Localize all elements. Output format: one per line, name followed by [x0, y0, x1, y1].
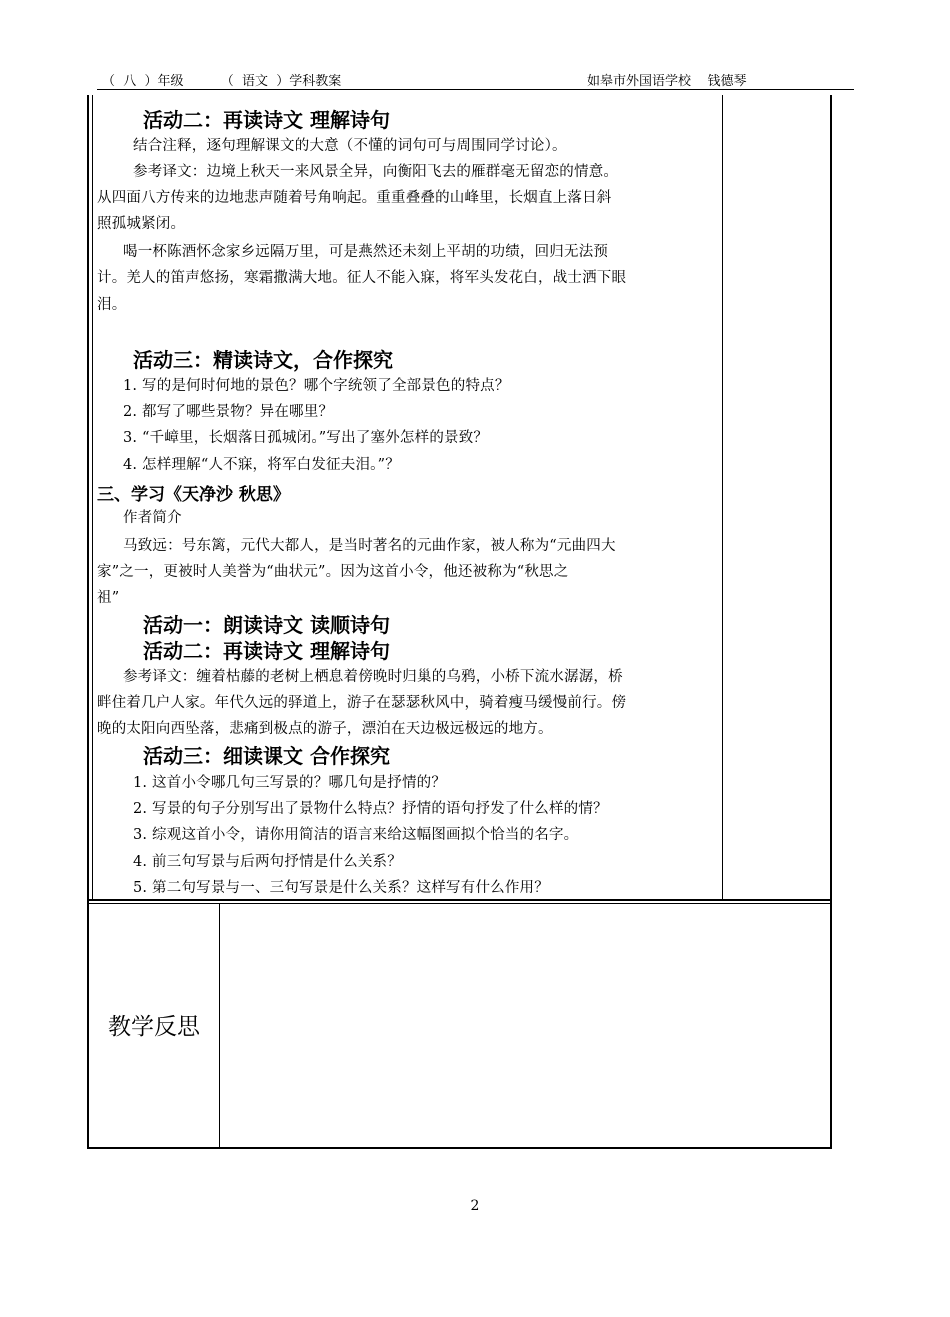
text-line: 2. 写景的句子分别写出了景物什么特点？抒情的语句抒发了什么样的情？ [133, 801, 608, 817]
text-line: 5. 第二句写景与一、三句写景是什么关系？这样写有什么作用？ [133, 880, 549, 896]
section-heading: 活动三：精读诗文，合作探究 [133, 348, 393, 372]
text-line: 1. 写的是何时何地的景色？哪个字统领了全部景色的特点？ [123, 378, 510, 394]
header-rule [97, 89, 854, 90]
text-line: 晚的太阳向西坠落，悲痛到极点的游子，漂泊在天边极远极远的地方。 [97, 721, 553, 737]
text-line: 泪。 [97, 297, 127, 313]
text-line: 祖” [97, 590, 120, 606]
text-line: 1. 这首小令哪几句三写景的？哪几句是抒情的？ [133, 775, 447, 791]
text-line: 参考译文：边境上秋天一来风景全异，向衡阳飞去的雁群毫无留恋的情意。 [133, 164, 619, 180]
table-right-border [830, 95, 832, 1149]
header-school-teacher: 如皋市外国语学校 钱德琴 [587, 74, 747, 89]
section-heading: 三、学习《天净沙 秋思》 [97, 485, 290, 505]
text-line: 家”之一，更被时人美誉为“曲状元”。因为这首小令，他还被称为“秋思之 [97, 564, 569, 580]
text-line: 照孤城紧闭。 [97, 216, 186, 232]
section-heading: 活动三：细读课文 合作探究 [143, 744, 390, 768]
text-line: 3. “千嶂里，长烟落日孤城闭。”写出了塞外怎样的景致？ [123, 430, 489, 446]
page-header [97, 70, 854, 90]
text-line: 马致远：号东篱，元代大都人，是当时著名的元曲作家，被人称为“元曲四大 [123, 538, 616, 554]
text-line: 2. 都写了哪些景物？异在哪里？ [123, 404, 334, 420]
section-heading: 活动二：再读诗文 理解诗句 [143, 108, 390, 132]
content-right-rule [722, 95, 723, 900]
text-line: 计。羌人的笛声悠扬，寒霜撒满大地。征人不能入寐，将军头发花白，战士洒下眼 [97, 270, 627, 286]
text-line: 畔住着几户人家。年代久远的驿道上，游子在瑟瑟秋风中，骑着瘦马缓慢前行。傍 [97, 695, 627, 711]
text-line: 作者简介 [123, 510, 182, 526]
text-line: 参考译文：缠着枯藤的老树上栖息着傍晚时归巢的乌鸦，小桥下流水潺潺，桥 [123, 669, 623, 685]
text-line: 从四面八方传来的边地悲声随着号角响起。重重叠叠的山峰里，长烟直上落日斜 [97, 190, 612, 206]
header-grade-subject: （ 八 ）年级 （ 语文 ）学科教案 [102, 74, 342, 89]
text-line: 4. 前三句写景与后两句抒情是什么关系？ [133, 854, 402, 870]
text-line: 结合注释，逐句理解课文的大意（不懂的词句可与周围同学讨论）。 [133, 138, 567, 154]
teaching-reflection-label: 教学反思 [108, 1013, 200, 1040]
text-line: 喝一杯陈酒怀念家乡远隔万里，可是燕然还未刻上平胡的功绩，回归无法预 [123, 244, 609, 260]
content-left-rule [92, 95, 93, 900]
section-heading: 活动一：朗读诗文 读顺诗句 [143, 613, 390, 637]
text-line: 4. 怎样理解“人不寐，将军白发征夫泪。”？ [123, 457, 400, 473]
page-number: 2 [470, 1198, 480, 1214]
section-heading: 活动二：再读诗文 理解诗句 [143, 639, 390, 663]
text-line: 3. 综观这首小令，请你用简洁的语言来给这幅图画拟个恰当的名字。 [133, 827, 579, 843]
